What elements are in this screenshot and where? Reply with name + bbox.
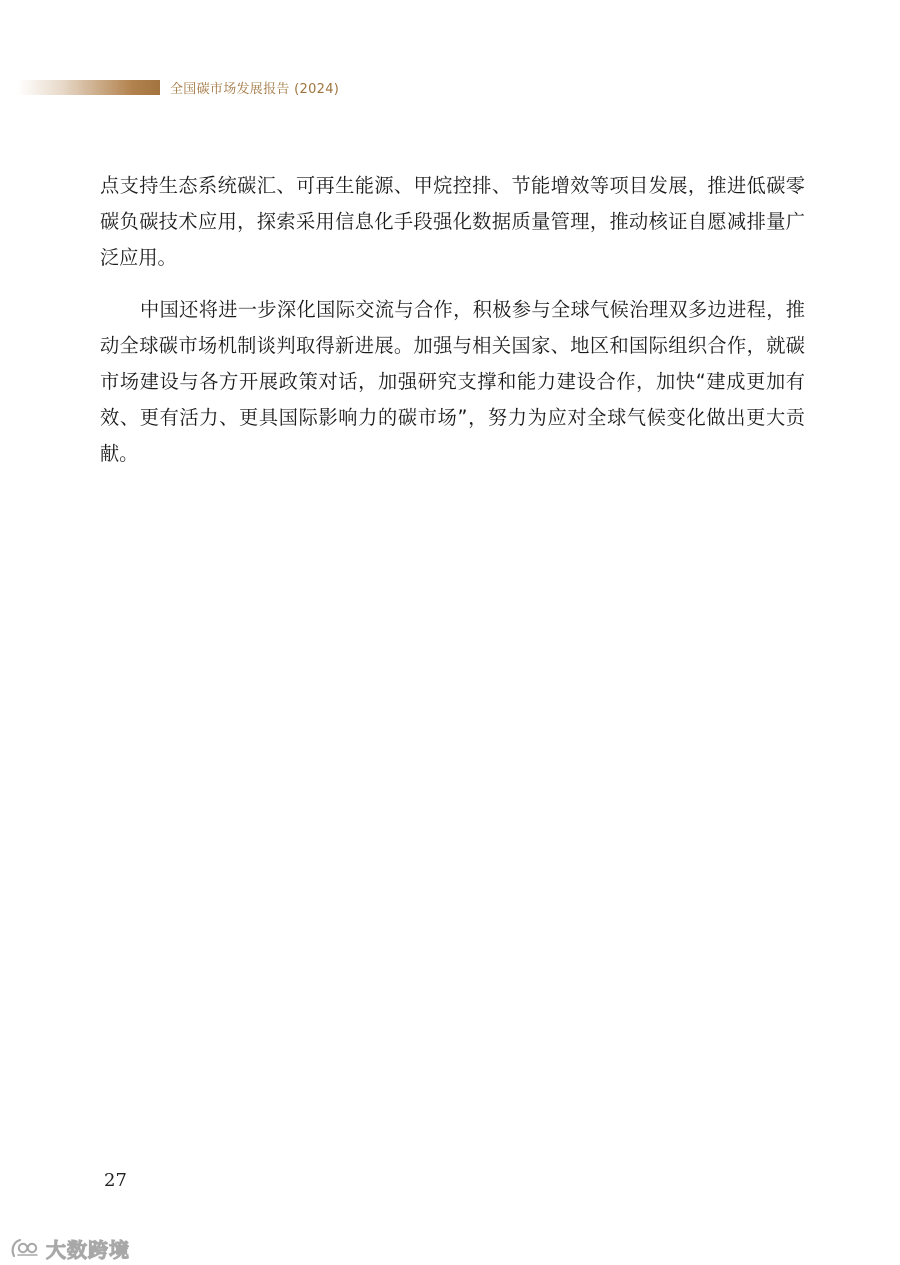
- running-header-title: 全国碳市场发展报告 (2024): [170, 82, 340, 97]
- paragraph-continued: 点支持生态系统碳汇、可再生能源、甲烷控排、节能增效等项目发展，推进低碳零碳负碳技术应用，探索采用信息化手段强化数据质量管理，推动核证自愿减排量广泛应用。: [100, 174, 805, 269]
- header-accent-bar: [18, 80, 160, 95]
- watermark-logo-icon: [10, 1236, 40, 1260]
- page-number: 27: [104, 1170, 127, 1191]
- watermark: [10, 1234, 130, 1262]
- body-text: [100, 168, 805, 472]
- paragraph: 中国还将进一步深化国际交流与合作，积极参与全球气候治理双多边进程，推动全球碳市场机制谈判取得新进展。加强与相关国家、地区和国际组织合作，就碳市场建设与各方开展政策对话，加强研究支撑和能力建设合作，加快“建成更加有效、更有活力、更具国际影响力的碳市场”，努力为应对全球气候变化做出更大贡献。: [100, 298, 805, 465]
- watermark-text: 大数跨境: [46, 1237, 130, 1262]
- page-header: [0, 76, 420, 100]
